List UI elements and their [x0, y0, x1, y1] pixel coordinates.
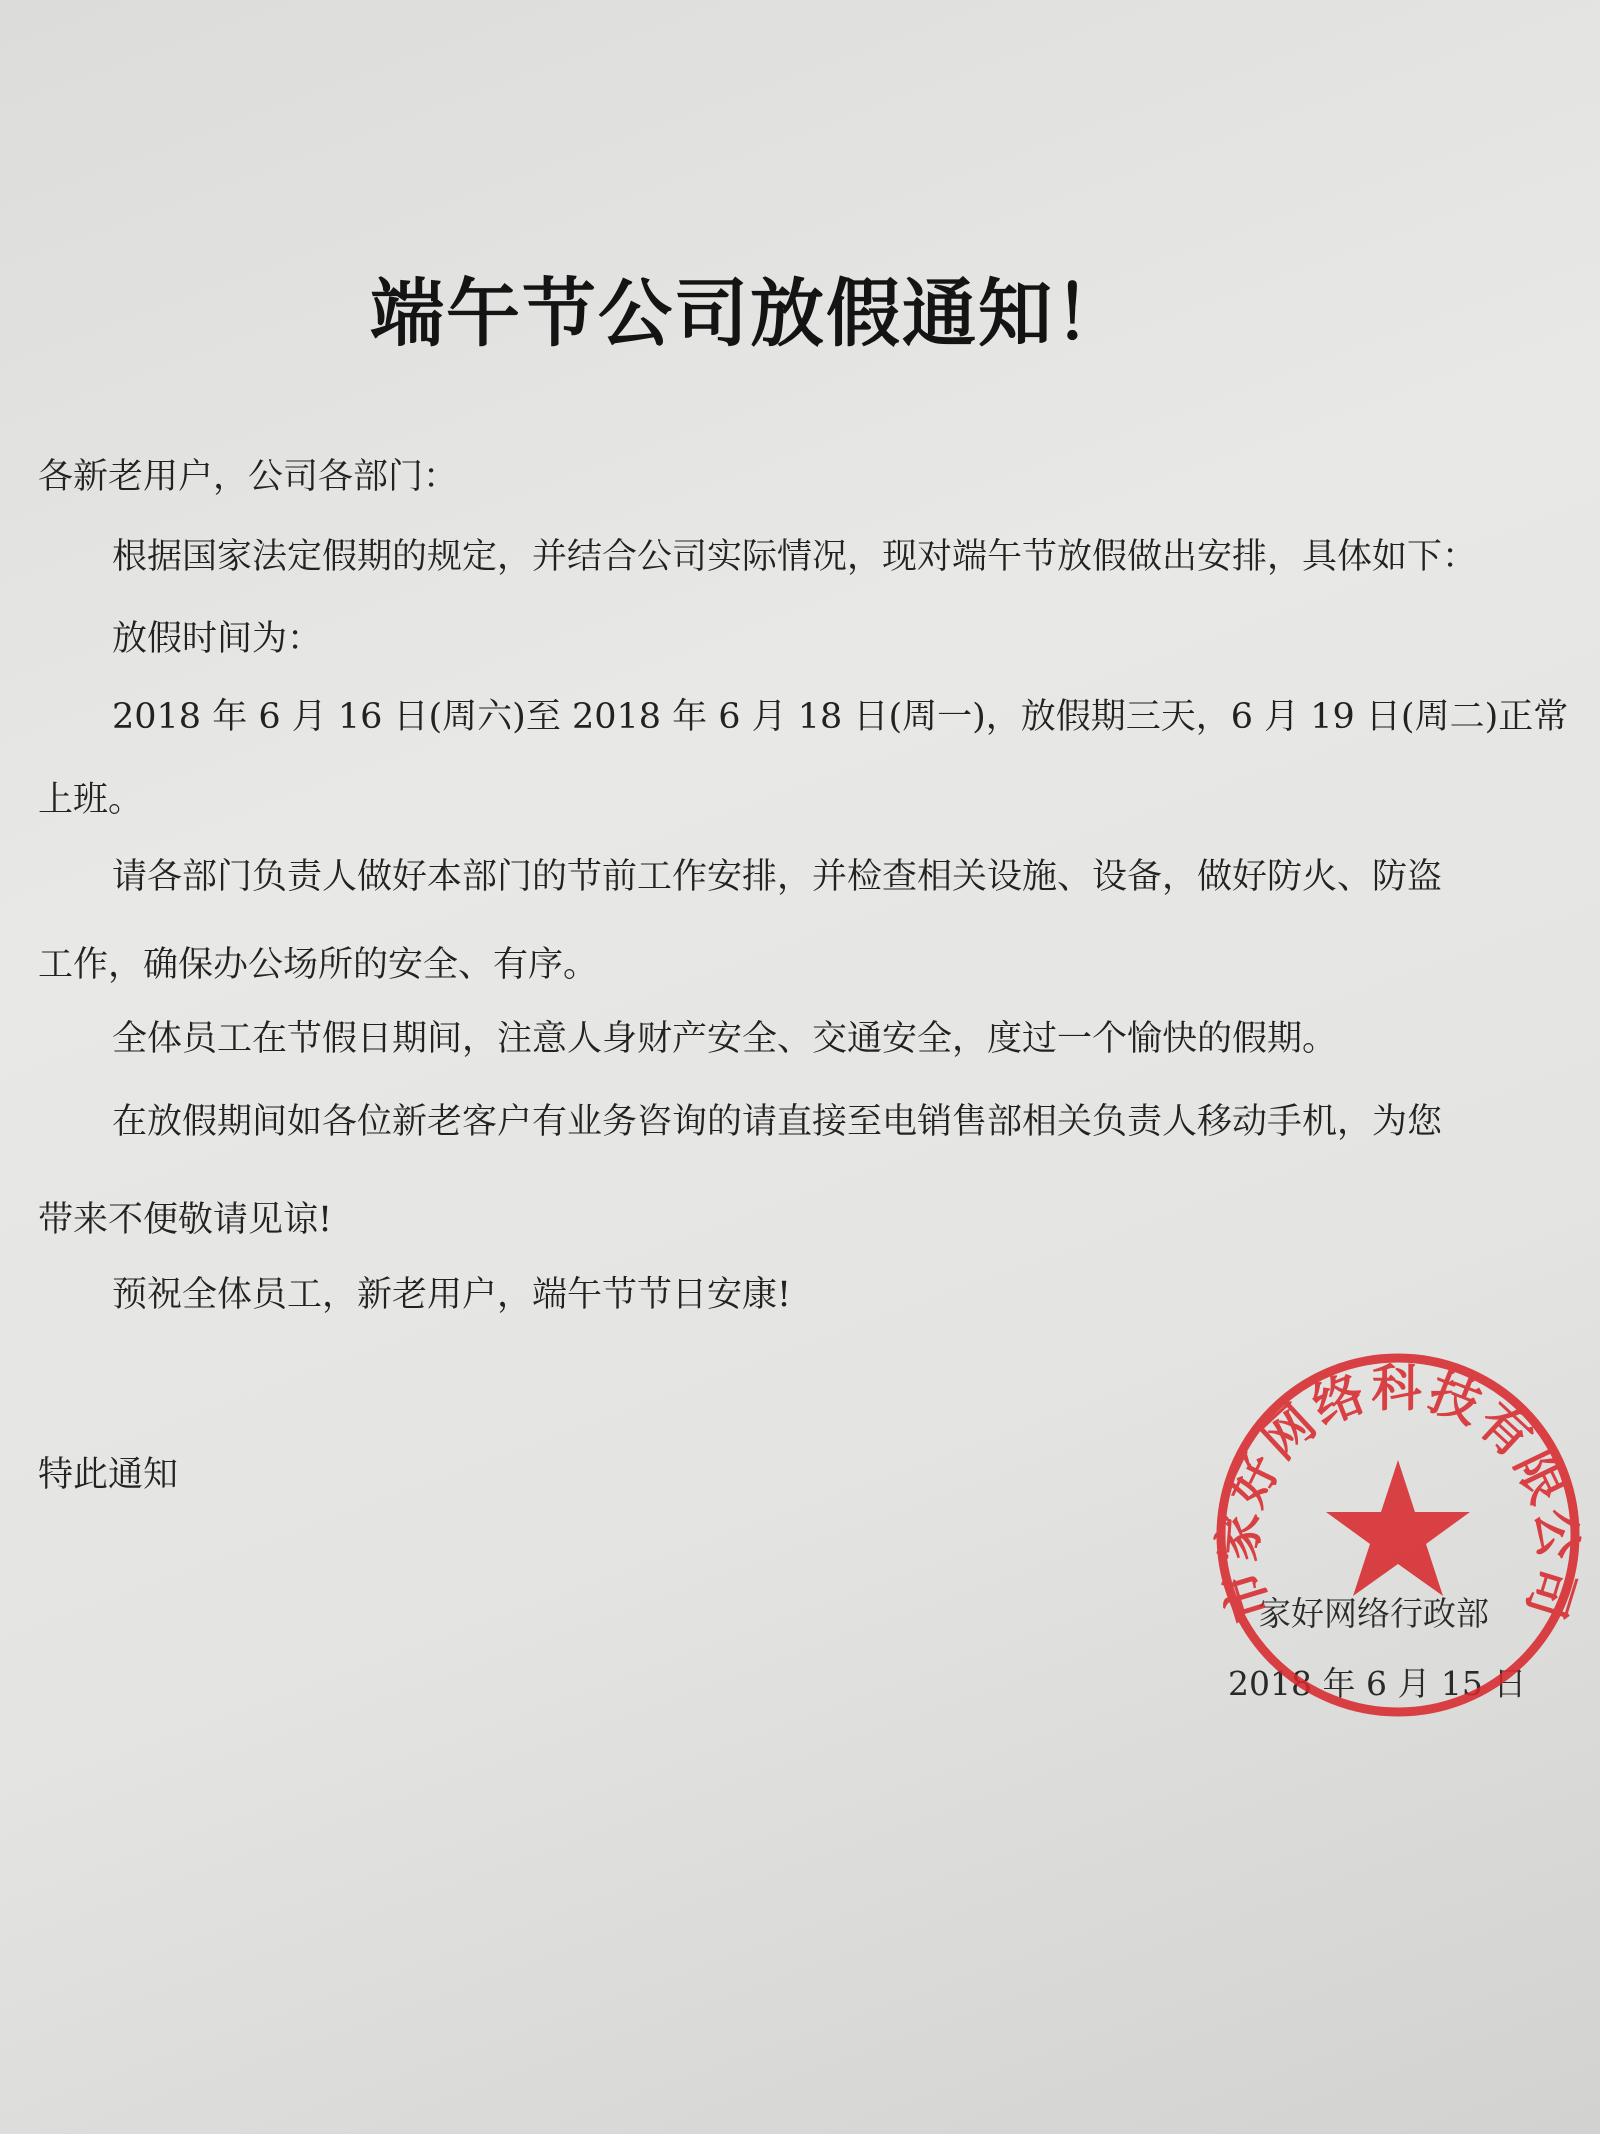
paragraph-department-duty: 请各部门负责人做好本部门的节前工作安排，并检查相关设施、设备，做好防火、防盗	[112, 857, 1443, 897]
seal-star	[1326, 1460, 1470, 1596]
paragraph-holiday-dates: 2018 年 6 月 16 日(周六)至 2018 年 6 月 18 日(周一)，放假期三天，6 月 19 日(周二)正常	[112, 697, 1569, 737]
closing-text: 特此通知	[38, 1455, 179, 1495]
signature-date: 2018 年 6 月 15 日	[1228, 1664, 1527, 1703]
notice-title: 端午节公司放假通知！	[370, 271, 1130, 357]
paragraph-department-duty-cont: 工作，确保办公场所的安全、有序。	[38, 945, 599, 985]
company-seal-stamp	[1208, 1345, 1588, 1725]
signature-department: 家好网络行政部	[1258, 1594, 1489, 1633]
paragraph-holiday-heading: 放假时间为：	[112, 619, 323, 659]
paragraph-intro: 根据国家法定假期的规定，并结合公司实际情况，现对端午节放假做出安排，具体如下：	[112, 537, 1478, 577]
paragraph-greetings: 预祝全体员工，新老用户，端午节节日安康!	[112, 1275, 792, 1315]
seal-text-path: 市家好网络科技有限公司	[1208, 1359, 1588, 1629]
paragraph-customer-contact: 在放假期间如各位新老客户有业务咨询的请直接至电销售部相关负责人移动手机，为您	[112, 1102, 1443, 1142]
salutation: 各新老用户，公司各部门：	[38, 457, 459, 497]
paragraph-customer-contact-cont: 带来不便敬请见谅!	[38, 1200, 333, 1240]
paragraph-holiday-dates-cont: 上班。	[38, 780, 144, 820]
paragraph-safety: 全体员工在节假日期间，注意人身财产安全、交通安全，度过一个愉快的假期。	[112, 1019, 1338, 1059]
